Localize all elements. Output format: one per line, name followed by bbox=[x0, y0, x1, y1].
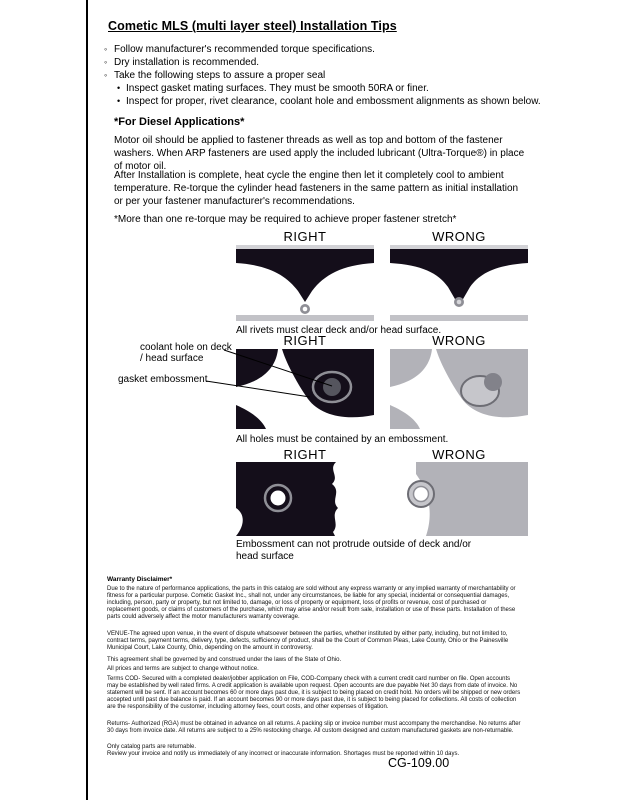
tip-text: Inspect gasket mating surfaces. They must be smooth 50RA or finer. bbox=[126, 83, 429, 94]
embossment-caption: Embossment can not protrude outside of deck and/or head surface bbox=[236, 539, 472, 562]
hollow-bullet-icon: ◦ bbox=[104, 57, 108, 67]
figure-embossment-wrong bbox=[390, 462, 528, 536]
right-label-row3: RIGHT bbox=[283, 447, 327, 462]
warranty-paragraph: VENUE-The agreed upon venue, in the event of dispute whatsoever between the parties, whether instituted by either party, including, but not limited to, contract terms, payment terms, delivery, type, defects, sufficiency of product, shall be the Court of Common Pleas, Lake County, Ohio or the Painesville Municipal Court, Lake County, Ohio, depending on the amount in controversy. bbox=[107, 631, 509, 651]
warranty-paragraph: Due to the nature of performance applications, the parts in this catalog are sold without any express warranty or any implied warranty of merchantability or fitness for a particular purpose. Cometic Gasket Inc., shall not, under any circumstances, be liable for any special, incidental or consequential damages, including, person, party or property, but not limited to, damage, or loss of property or equipment, loss of profits or revenue, cost of purchased or replacement goods, or claims of customers of the purchase, which may arise and/or result from sale, installation or use of these parts. Installation of these parts could adversely affect the motor manufacturers warranty coverage. bbox=[107, 586, 516, 620]
retorque-note: *More than one re-torque may be required to achieve proper fastener stretch* bbox=[114, 214, 457, 225]
warranty-paragraph: Review your invoice and notify us immediately of any incorrect or inaccurate information. Shortages must be reported within 10 days. bbox=[107, 751, 460, 757]
list-item bbox=[104, 56, 550, 69]
warranty-heading: Warranty Disclaimer* bbox=[107, 576, 173, 583]
holes-caption: All holes must be contained by an embossment. bbox=[236, 434, 449, 445]
list-item bbox=[104, 43, 550, 56]
right-label-row1: RIGHT bbox=[283, 229, 327, 244]
hollow-bullet-icon: ◦ bbox=[104, 70, 108, 80]
gasket-embossment-label: gasket embossment bbox=[118, 374, 208, 385]
warranty-paragraph: All prices and terms are subject to change without notice. bbox=[107, 666, 259, 672]
tip-text: Dry installation is recommended. bbox=[114, 57, 260, 68]
wrong-label-row2: WRONG bbox=[432, 333, 486, 348]
page-edge-rule bbox=[86, 0, 88, 800]
warranty-paragraph: Terms COD- Secured with a completed dealer/jobber application on File, COD-Company check with a current credit card number on file. Open accounts may be established by well rated firms. A credit application is available upon request. Open accounts are due payable Net 30 days from date of invoice. No statement will be sent. If an account becomes 60 or more days past due, it is subject to being placed on credit hold. No orders will be shipped or new orders accepted until past due balance is paid. If an account becomes 90 or more days past due, it is subject to being placed for collections. All costs of collection are the responsibility of the customer, including attorney fees, court costs, and other expenses of litigation. bbox=[107, 676, 521, 710]
warranty-paragraph: Returns- Authorized (RGA) must be obtained in advance on all returns. A packing slip or invoice number must accompany the merchandise. No returns after 30 days from invoice date. All returns are subject to a 25% restocking charge. All custom designed and custom manufactured gaskets are non-returnable. bbox=[107, 721, 521, 734]
tip-text: Inspect for proper, rivet clearance, coolant hole and embossment alignments as shown below. bbox=[126, 96, 541, 107]
list-item bbox=[104, 69, 550, 82]
figure-rivet-right bbox=[236, 245, 374, 321]
hollow-bullet-icon: ◦ bbox=[104, 44, 108, 54]
figure-rivet-wrong bbox=[390, 245, 528, 321]
rivet-caption: All rivets must clear deck and/or head surface. bbox=[236, 325, 442, 336]
warranty-paragraph: This agreement shall be governed by and construed under the laws of the State of Ohio. bbox=[107, 657, 342, 663]
figure-embossment-right bbox=[236, 462, 374, 536]
tip-text: Follow manufacturer's recommended torque specifications. bbox=[114, 44, 375, 55]
coolant-hole-label: coolant hole on deck / head surface bbox=[140, 342, 232, 364]
right-label-row2: RIGHT bbox=[283, 333, 327, 348]
leader-lines bbox=[200, 340, 340, 415]
installation-tips-list bbox=[104, 43, 550, 108]
solid-bullet-icon: • bbox=[117, 96, 121, 106]
wrong-label-row1: WRONG bbox=[432, 229, 486, 244]
solid-bullet-icon: • bbox=[117, 83, 121, 93]
diesel-paragraph-1: Motor oil should be applied to fastener threads as well as top and bottom of the fastener washers. When ARP fasteners are used apply the included lubricant (Ultra-Torque®) in place of motor oil. bbox=[114, 135, 525, 172]
list-item bbox=[117, 82, 550, 95]
diesel-paragraph-2: After Installation is complete, heat cycle the engine then let it completely cool to ambient temperature. Re-torque the cylinder head fasteners in the same pattern as initial installation or per your fastener manufacturer's recommendations. bbox=[114, 170, 519, 207]
wrong-label-row3: WRONG bbox=[432, 447, 486, 462]
page-title: Cometic MLS (multi layer steel) Installation Tips bbox=[108, 19, 397, 33]
page-code: CG-109.00 bbox=[388, 756, 450, 770]
warranty-paragraph: Only catalog parts are returnable. bbox=[107, 744, 197, 750]
list-item bbox=[117, 95, 550, 108]
diesel-applications-heading: *For Diesel Applications* bbox=[114, 116, 245, 128]
figure-holes-wrong bbox=[390, 349, 528, 429]
tip-text: Take the following steps to assure a proper seal bbox=[114, 70, 326, 81]
